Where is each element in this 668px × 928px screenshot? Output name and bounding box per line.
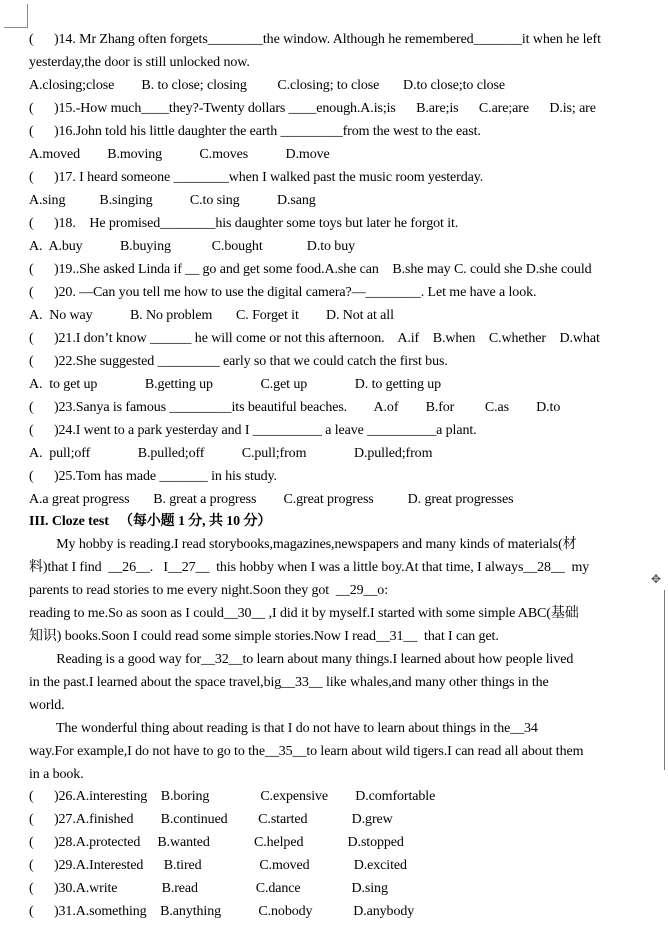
text-line: in a book. bbox=[29, 767, 84, 782]
text-line: reading to me.So as soon as I could__30__ ,I did it by myself.I started with some simple ABC(基础 bbox=[29, 606, 579, 621]
text-line: ( )14. Mr Zhang often forgets________the window. Although he remembered_______it when he left bbox=[29, 32, 601, 47]
text-line: ( )30.A.write B.read C.dance D.sing bbox=[29, 881, 388, 896]
text-line: My hobby is reading.I read storybooks,magazines,newspapers and many kinds of materials(材 bbox=[29, 537, 577, 552]
text-line: ( )18. He promised________his daughter some toys but later he forgot it. bbox=[29, 216, 459, 231]
crop-mark-vertical bbox=[27, 4, 28, 28]
text-line: Reading is a good way for__32__to learn about many things.I learned about how people lived bbox=[29, 652, 574, 667]
text-line: A. A.buy B.buying C.bought D.to buy bbox=[29, 239, 356, 254]
text-line: The wonderful thing about reading is that I do not have to learn about things in the__34 bbox=[29, 721, 538, 736]
text-line: ( )20. —Can you tell me how to use the digital camera?—________. Let me have a look. bbox=[29, 285, 537, 300]
text-line: A.closing;close B. to close; closing C.closing; to close D.to close;to close bbox=[29, 78, 505, 93]
text-line: 料)that I find __26__. I__27__ this hobby when I was a little boy.At that time, I always__28__ my bbox=[29, 560, 590, 575]
text-line: ( )25.Tom has made _______ in his study. bbox=[29, 469, 277, 484]
text-line: ( )23.Sanya is famous _________its beautiful beaches. A.of B.for C.as D.to bbox=[29, 400, 561, 415]
crop-mark-horizontal bbox=[4, 27, 28, 28]
text-line: ( )19..She asked Linda if __ go and get some food.A.she can B.she may C. could she D.she could bbox=[29, 262, 592, 277]
text-line: A. No way B. No problem C. Forget it D. Not at all bbox=[29, 308, 394, 323]
text-line: parents to read stories to me every night.Soon they got __29__o: bbox=[29, 583, 388, 598]
text-line: A.moved B.moving C.moves D.move bbox=[29, 147, 330, 162]
text-line: III. Cloze test （每小题 1 分, 共 10 分） bbox=[29, 514, 272, 529]
text-line: ( )26.A.interesting B.boring C.expensive D.comfortable bbox=[29, 789, 436, 804]
text-line: way.For example,I do not have to go to the__35__to learn about wild tigers.I can read all about them bbox=[29, 744, 584, 759]
text-line: ( )24.I went to a park yesterday and I __________ a leave __________a plant. bbox=[29, 423, 477, 438]
text-line: ( )28.A.protected B.wanted C.helped D.stopped bbox=[29, 835, 404, 850]
text-line: ( )17. I heard someone ________when I walked past the music room yesterday. bbox=[29, 170, 484, 185]
text-line: yesterday,the door is still unlocked now. bbox=[29, 55, 250, 70]
text-line: ( )31.A.something B.anything C.nobody D.anybody bbox=[29, 904, 415, 919]
text-line: A.a great progress B. great a progress C.great progress D. great progresses bbox=[29, 492, 514, 507]
text-line: ( )16.John told his little daughter the earth _________from the west to the east. bbox=[29, 124, 481, 139]
text-line: A. pull;off B.pulled;off C.pull;from D.pulled;from bbox=[29, 446, 433, 461]
text-line: A.sing B.singing C.to sing D.sang bbox=[29, 193, 316, 208]
text-line: ( )27.A.finished B.continued C.started D.grew bbox=[29, 812, 393, 827]
text-line: ( )15.-How much____they?-Twenty dollars ____enough.A.is;is B.are;is C.are;are D.is; are bbox=[29, 101, 596, 116]
text-line: A. to get up B.getting up C.get up D. to getting up bbox=[29, 377, 442, 392]
move-handle-icon[interactable]: ✥ bbox=[651, 572, 662, 586]
text-line: world. bbox=[29, 698, 65, 713]
text-box-edge bbox=[664, 590, 665, 770]
text-line: in the past.I learned about the space travel,big__33__ like whales,and many other things in the bbox=[29, 675, 549, 690]
text-line: ( )21.I don’t know ______ he will come or not this afternoon. A.if B.when C.whether D.what bbox=[29, 331, 600, 346]
text-line: ( )22.She suggested _________ early so that we could catch the first bus. bbox=[29, 354, 448, 369]
text-line: 知识) books.Soon I could read some simple stories.Now I read__31__ that I can get. bbox=[29, 629, 499, 644]
text-line: ( )29.A.Interested B.tired C.moved D.excited bbox=[29, 858, 407, 873]
